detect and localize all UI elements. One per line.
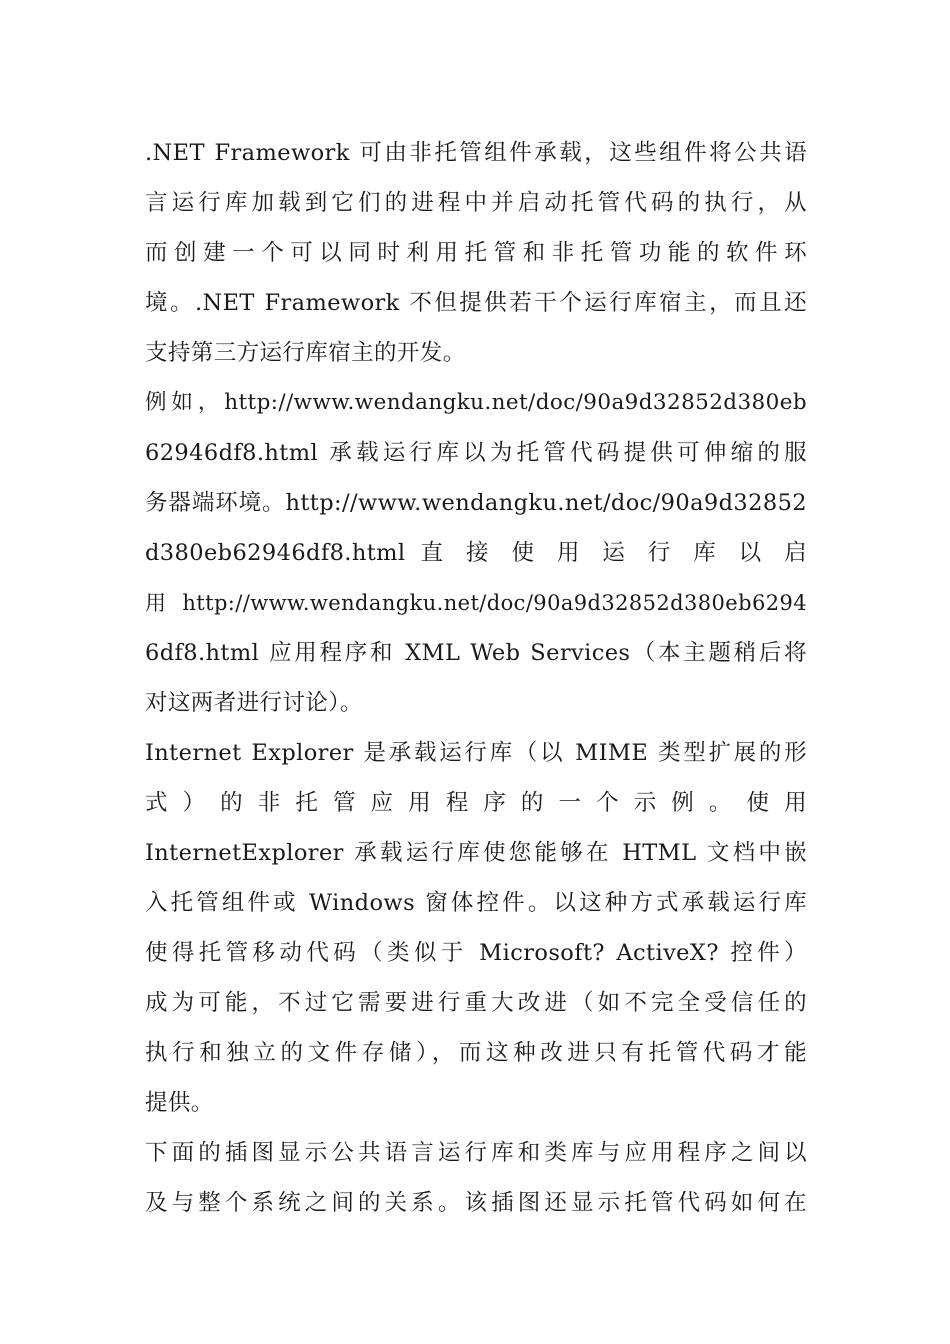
document-body bbox=[145, 128, 807, 1228]
text-line: 及与整个系统之间的关系。该插图还显示托管代码如何在 bbox=[145, 1190, 807, 1216]
text-line: Internet Explorer 是承载运行库（以 MIME 类型扩展的形 bbox=[145, 740, 807, 766]
paragraph-illustration-intro bbox=[145, 1128, 807, 1228]
text-line: InternetExplorer 承载运行库使您能够在 HTML 文档中嵌 bbox=[145, 840, 807, 866]
text-line: 成为可能，不过它需要进行重大改进（如不完全受信任的 bbox=[145, 990, 807, 1016]
text-line: 支持第三方运行库宿主的开发。 bbox=[145, 340, 466, 366]
text-line: 务器端环境。http://www.wendangku.net/doc/90a9d32852 bbox=[145, 490, 807, 516]
text-line: 6df8.html 应用程序和 XML Web Services（本主题稍后将 bbox=[145, 640, 807, 666]
text-line: 式 ） 的 非 托 管 应 用 程 序 的 一 个 示 例 。 使 用 bbox=[145, 790, 807, 816]
paragraph-example-hosts bbox=[145, 378, 807, 728]
text-line: 用 http://www.wendangku.net/doc/90a9d32852d380eb6294 bbox=[145, 591, 807, 615]
text-line: 执行和独立的文件存储），而这种改进只有托管代码才能 bbox=[145, 1040, 807, 1066]
paragraph-internet-explorer bbox=[145, 728, 807, 1128]
text-line: d380eb62946df8.html 直 接 使 用 运 行 库 以 启 bbox=[145, 540, 807, 566]
text-line: 而创建一个可以同时利用托管和非托管功能的软件环 bbox=[145, 240, 807, 266]
text-line: 境。.NET Framework 不但提供若干个运行库宿主，而且还 bbox=[145, 290, 807, 316]
text-line: 62946df8.html 承载运行库以为托管代码提供可伸缩的服 bbox=[145, 440, 807, 466]
text-line: 使得托管移动代码（类似于 Microsoft? ActiveX? 控件） bbox=[145, 940, 807, 966]
text-line: .NET Framework 可由非托管组件承载，这些组件将公共语 bbox=[145, 140, 807, 166]
paragraph-net-framework-hosting bbox=[145, 128, 807, 378]
text-line: 下面的插图显示公共语言运行库和类库与应用程序之间以 bbox=[145, 1140, 807, 1166]
text-line: 言运行库加载到它们的进程中并启动托管代码的执行，从 bbox=[145, 190, 807, 216]
text-line: 提供。 bbox=[145, 1090, 214, 1116]
text-line: 对这两者进行讨论）。 bbox=[145, 690, 363, 716]
text-line: 入托管组件或 Windows 窗体控件。以这种方式承载运行库 bbox=[145, 890, 807, 916]
text-line: 例如，http://www.wendangku.net/doc/90a9d32852d380eb bbox=[145, 390, 807, 415]
